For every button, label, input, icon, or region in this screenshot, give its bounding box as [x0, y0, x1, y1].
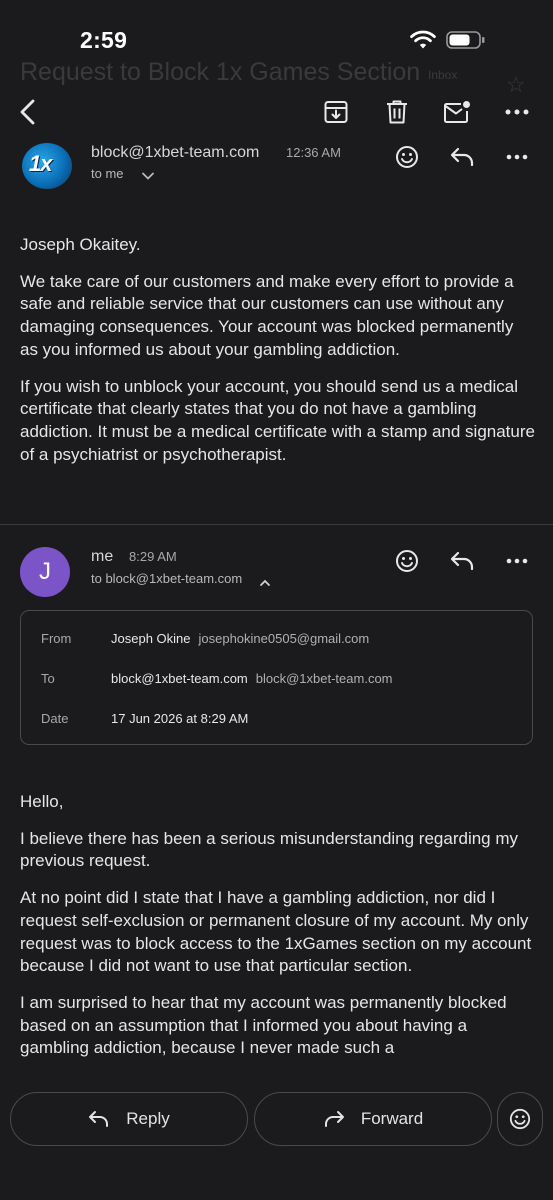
date-value: 17 Jun 2026 at 8:29 AM [111, 711, 249, 726]
paragraph: At no point did I state that I have a gambling addiction, nor did I request self-exclusion or permanent closure of my account. My only request was to block access to the 1xGames section on my account because I did not want to use that particular section. [20, 888, 532, 976]
recipient-line[interactable]: to block@1xbet-team.com [91, 571, 243, 586]
to-label: To [41, 671, 55, 686]
battery-icon [446, 31, 486, 54]
email-subject: Request to Block 1x Games Section [20, 58, 421, 86]
greeting: Hello, [20, 792, 64, 811]
forward-pill-button[interactable] [254, 1092, 492, 1146]
more-vert-icon [505, 108, 529, 116]
avatar-logo-text: 1x [29, 151, 52, 176]
reply-button[interactable] [445, 140, 479, 174]
chevron-down-icon[interactable] [141, 168, 155, 186]
to-value [111, 671, 393, 686]
from-value [111, 631, 369, 646]
reply-icon [449, 146, 475, 168]
mark-unread-button[interactable] [437, 84, 477, 140]
paragraph: I am surprised to hear that my account was permanently blocked based on an assumption that I informed you about having a gambling addiction, because I never made such a [20, 992, 507, 1058]
star-icon[interactable]: ☆ [506, 72, 526, 97]
archive-icon [323, 99, 349, 125]
from-name: Joseph Okine [111, 631, 191, 646]
more-vert-icon [506, 154, 528, 160]
emoji-icon [509, 1108, 531, 1130]
email-toolbar [0, 84, 553, 144]
message-body [20, 791, 535, 1085]
message-more-button[interactable] [500, 544, 534, 578]
recipient-line[interactable]: to me [91, 166, 124, 181]
label-chip: Inbox [428, 68, 458, 82]
to-email[interactable]: block@1xbet-team.com [255, 671, 393, 686]
paragraph: If you wish to unblock your account, you should send us a medical certificate that clearly states that you do not have a gambling addiction. It must be a medical certificate with a stamp and signature of a psychiatrist or psychotherapist. [20, 376, 535, 464]
forward-label: Forward [360, 1109, 424, 1128]
date-label: Date [41, 711, 69, 726]
message-time: 8:29 AM [129, 549, 177, 564]
sender-name[interactable]: me [91, 548, 114, 565]
sender-avatar-1xbet[interactable] [22, 143, 72, 189]
more-options-button[interactable] [497, 84, 537, 140]
forward-icon [323, 1110, 345, 1128]
message-more-button[interactable] [500, 140, 534, 174]
reply-label: Reply [126, 1109, 170, 1128]
back-arrow-icon [18, 98, 38, 126]
from-email[interactable]: josephokine0505@gmail.com [198, 631, 370, 646]
mail-unread-icon [443, 100, 471, 124]
emoji-reaction-button[interactable] [497, 1092, 543, 1146]
greeting: Joseph Okaitey. [20, 235, 141, 254]
message-time: 12:36 AM [286, 145, 341, 160]
sender-avatar[interactable]: J [20, 547, 70, 597]
bottom-action-bar [0, 1085, 553, 1200]
sender-address[interactable]: block@1xbet-team.com [91, 144, 260, 161]
message-details-card [20, 610, 533, 745]
back-button[interactable] [8, 84, 48, 140]
to-name: block@1xbet-team.com [111, 671, 248, 686]
react-emoji-button[interactable] [390, 544, 424, 578]
emoji-icon [395, 549, 419, 573]
reply-icon [88, 1110, 110, 1128]
paragraph: We take care of our customers and make every effort to provide a safe and reliable service that our customers can use without any damaging consequences. Your account was blocked permanently as you informed us about your gambling addiction. [20, 271, 514, 359]
from-label: From [41, 631, 72, 646]
react-emoji-button[interactable] [390, 140, 424, 174]
message-divider [0, 524, 553, 525]
archive-button[interactable] [316, 84, 356, 140]
message-body [20, 234, 535, 480]
paragraph: I believe there has been a serious misunderstanding regarding my previous request. [20, 828, 519, 871]
status-time: 2:59 [80, 27, 128, 53]
delete-button[interactable] [377, 84, 417, 140]
emoji-icon [395, 145, 419, 169]
trash-icon [385, 99, 409, 125]
reply-pill-button[interactable] [10, 1092, 248, 1146]
reply-icon [449, 550, 475, 572]
wifi-icon [410, 30, 436, 55]
reply-button[interactable] [445, 544, 479, 578]
status-bar [0, 0, 553, 62]
more-vert-icon [506, 558, 528, 564]
chevron-up-icon[interactable] [259, 574, 271, 592]
